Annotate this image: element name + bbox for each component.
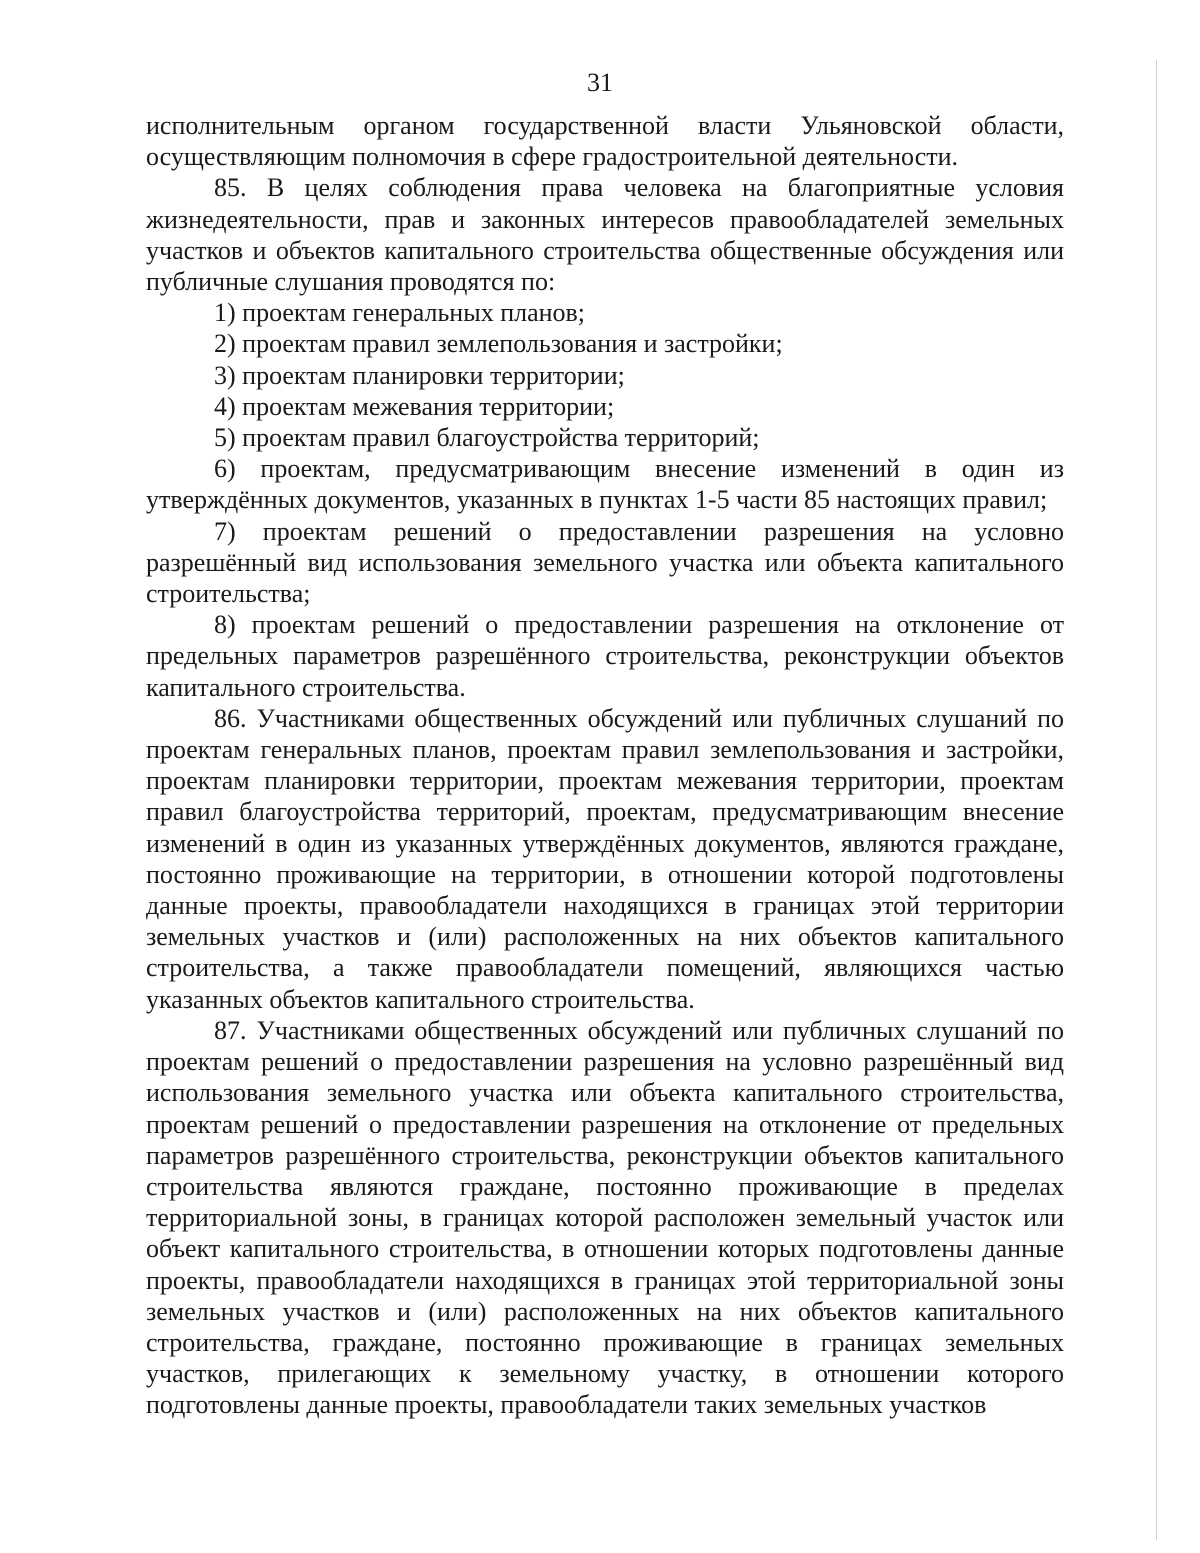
list-item-5: 5) проектам правил благоустройства территорий; xyxy=(214,423,760,453)
list-item-8: 8) проектам решений о предоставлении разрешения на отклонение от предельных параметров разрешённого строительства, реконструкции объектов капитального строительства. xyxy=(146,610,1064,702)
paragraph-87: 87. Участниками общественных обсуждений или публичных слушаний по проектам решений о предоставлении разрешения на условно разрешённый вид использования земельного участка или объекта капитального строительства, проектам решений о предоставлении разрешения на отклонение от предельных параметров разрешённого строительства, реконструкции объектов капитального строительства являются граждане, постоянно проживающие в пределах территориальной зоны, в границах которой расположен земельный участок или объект капитального строительства, в отношении которых подготовлены данные проекты, правообладатели находящихся в границах этой территориальной зоны земельных участков и (или) расположенных на них объектов капитального строительства, граждане, постоянно проживающие в границах земельных участков, прилегающих к земельному участку, в отношении которого подготовлены данные проекты, правообладатели таких земельных участков xyxy=(146,1015,1064,1420)
list-item-4: 4) проектам межевания территории; xyxy=(214,391,615,421)
scan-edge-line xyxy=(1156,60,1157,1540)
list-item-6: 6) проектам, предусматривающим внесение изменений в один из утверждённых документов, указанных в пунктах 1-5 части 85 настоящих правил; xyxy=(146,454,1064,515)
list-item-2: 2) проектам правил землепользования и застройки; xyxy=(214,329,783,359)
document-body xyxy=(146,110,1064,1421)
paragraph-86: 86. Участниками общественных обсуждений или публичных слушаний по проектам генеральных планов, проектам правил землепользования и застройки, проектам планировки территории, проектам межевания территории, проектам правил благоустройства территорий, проектам, предусматривающим внесение изменений в один из указанных утверждённых документов, являются граждане, постоянно проживающие на территории, в отношении которой подготовлены данные проекты, правообладатели находящихся в границах этой территории земельных участков и (или) расположенных на них объектов капитального строительства, а также правообладатели помещений, являющихся частью указанных объектов капитального строительства. xyxy=(146,703,1064,1014)
paragraph-85: 85. В целях соблюдения права человека на благоприятные условия жизнедеятельности, прав и законных интересов правообладателей земельных участков и объектов капитального строительства общественные обсуждения или публичные слушания проводятся по: xyxy=(146,173,1064,297)
paragraph-continuation: исполнительным органом государственной власти Ульяновской области, осуществляющим полномочия в сфере градостроительной деятельности. xyxy=(146,111,1064,172)
page-number: 31 xyxy=(587,68,613,97)
list-item-1: 1) проектам генеральных планов; xyxy=(214,298,586,328)
list-item-3: 3) проектам планировки территории; xyxy=(214,360,625,390)
list-item-7: 7) проектам решений о предоставлении разрешения на условно разрешённый вид использования земельного участка или объекта капитального строительства; xyxy=(146,516,1064,609)
